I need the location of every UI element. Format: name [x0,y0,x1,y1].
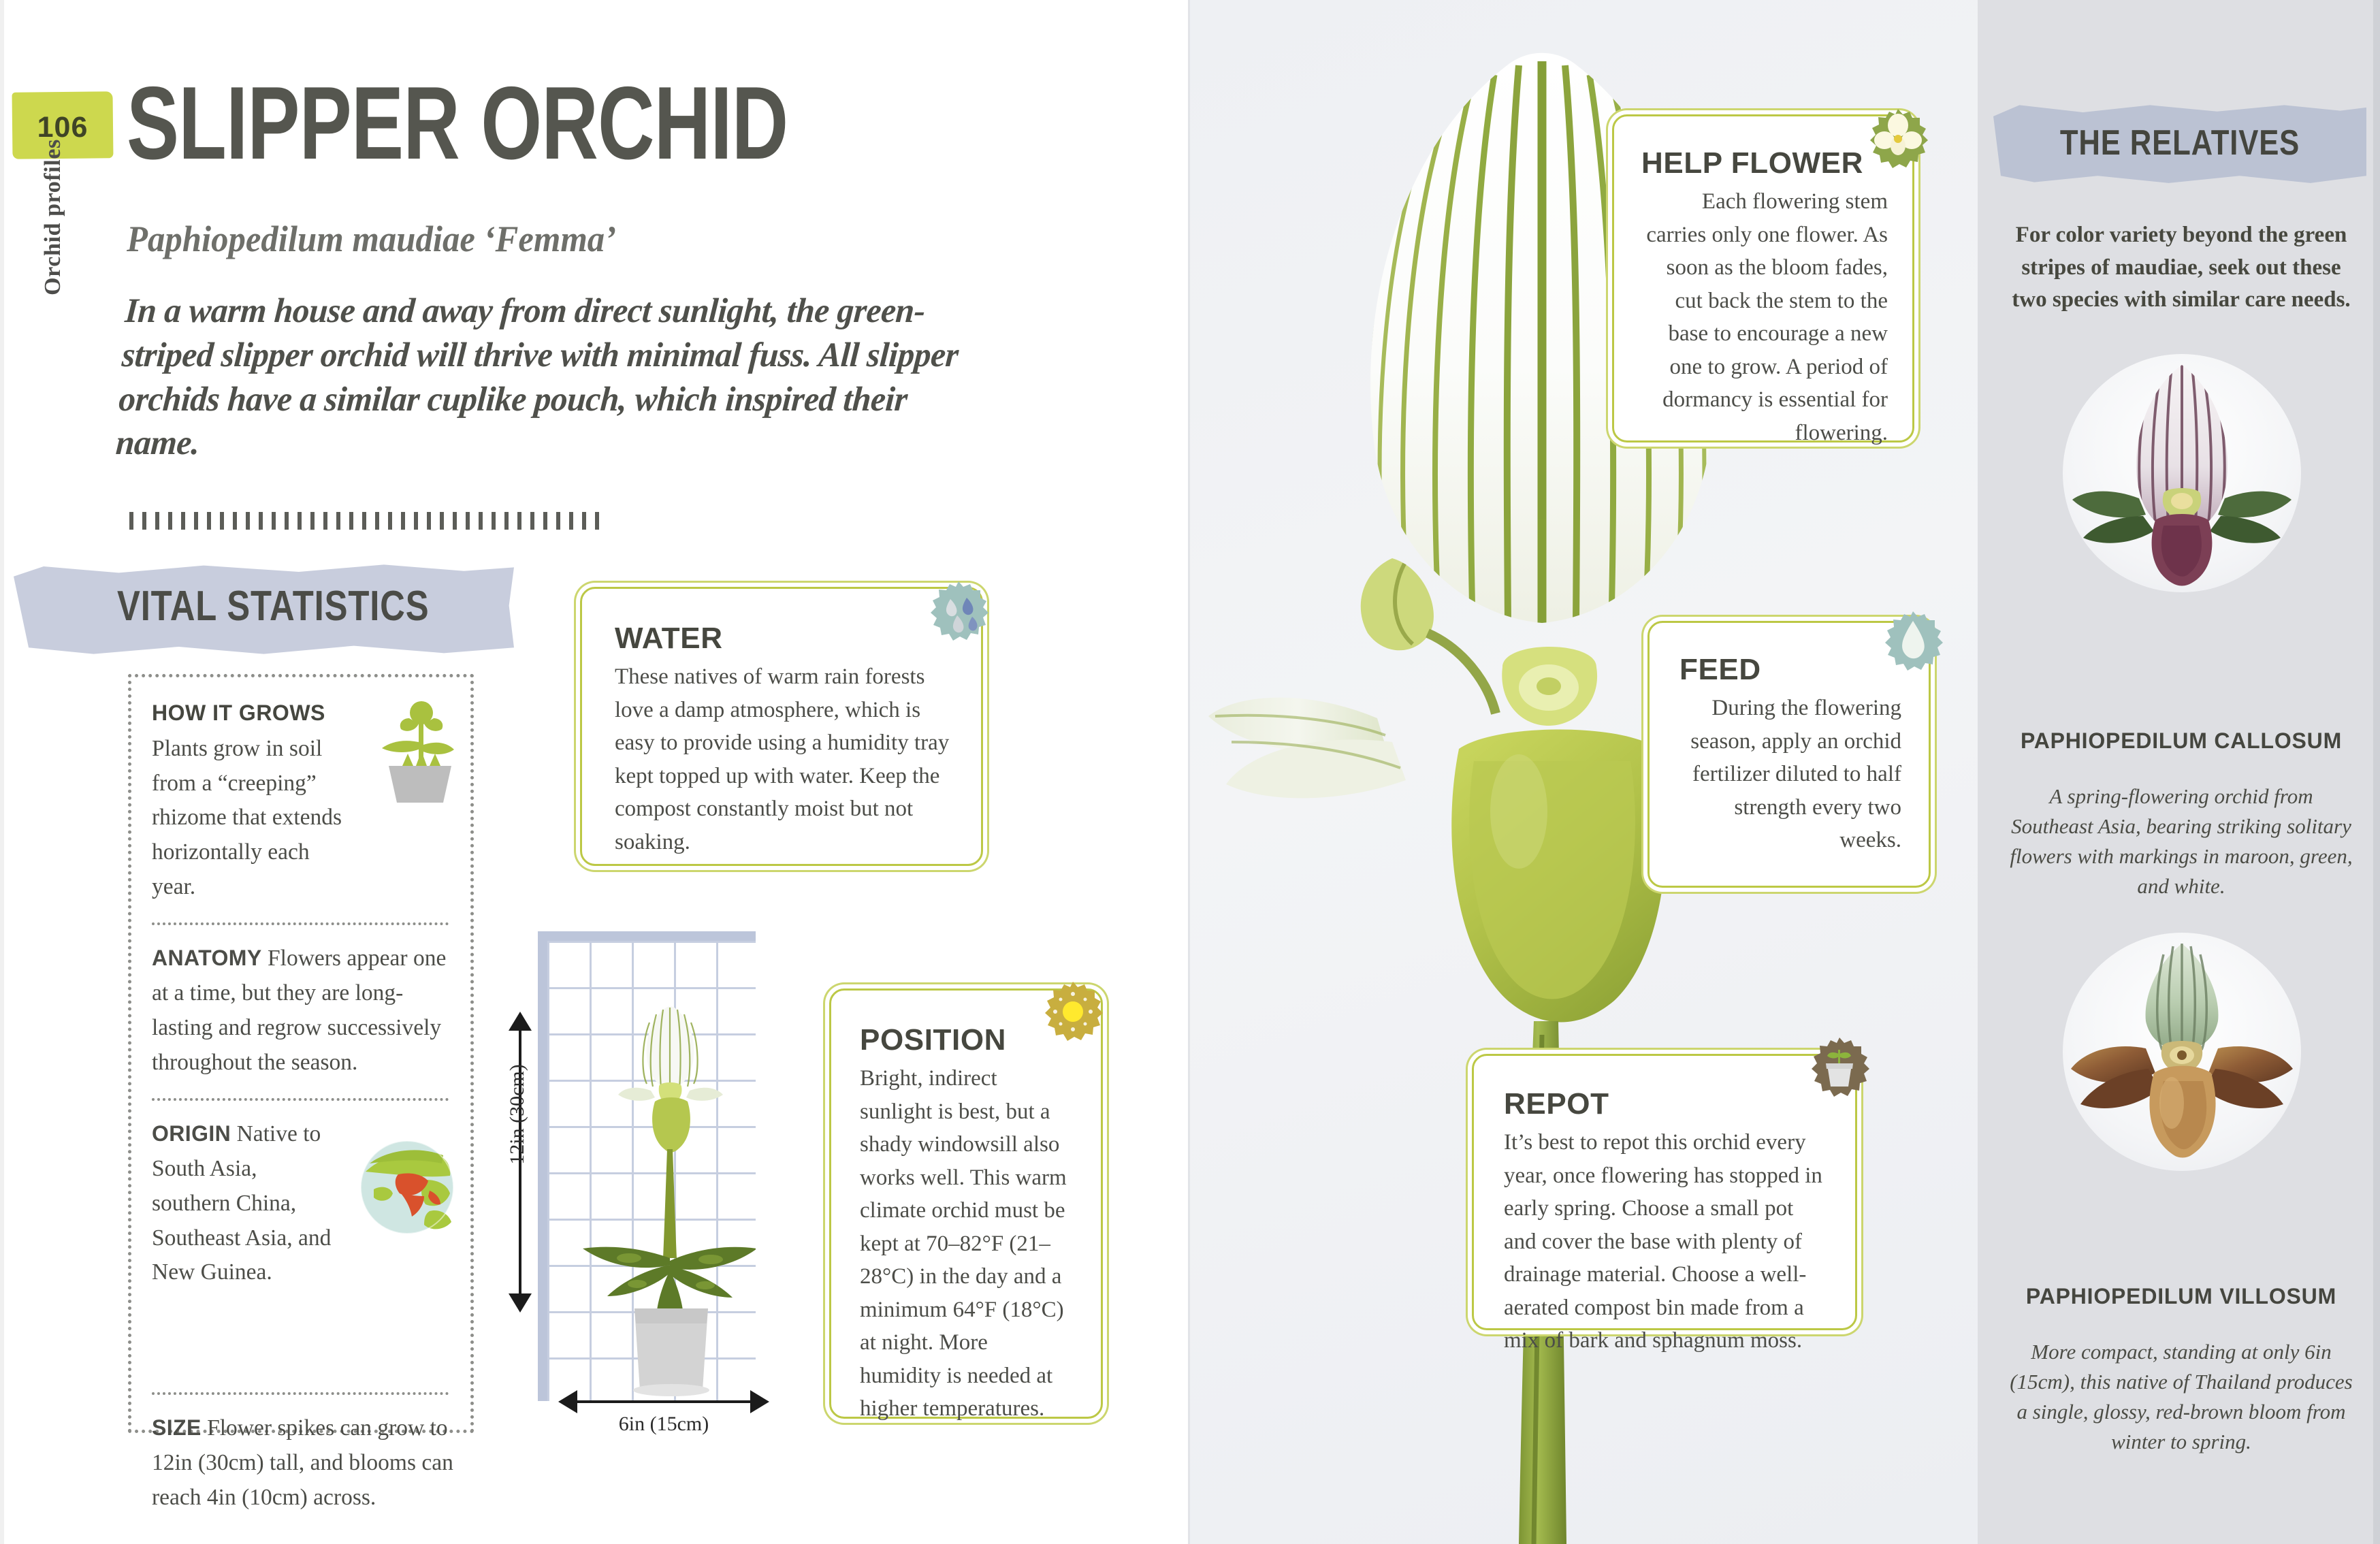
callout-text-water: These natives of warm rain forests love a damp atmosphere, which is easy to provide using a humidity tray kept topped up with water. Keep the compost constantly moist but not soaking. [615,664,950,854]
left-page-edge [0,0,4,1544]
potted-plant-icon [368,701,455,807]
stat-label-anatomy: ANATOMY [152,946,262,971]
size-diagram-plant [547,941,756,1401]
stat-text-how-it-grows: Plants grow in soil from a “creeping” rhizome that extends horizontally each year. [152,735,342,900]
intro-paragraph: In a warm house and away from direct sunlight, the green-striped slipper orchid will thrive with minimal fuss. All slipper orchids have a similar cuplike pouch, which inspired their name. [114,292,960,463]
width-dimension-label: 6in (15cm) [618,1413,709,1435]
relative-name-callosum: PAPHIOPEDILUM CALLOSUM [2020,728,2343,753]
right-page-edge [2373,0,2380,1544]
callout-text-repot: It’s best to repot this orchid every year, once flowering has stopped in early spring. Choose a small pot and cover the base with plenty of drainage material. Choose a well-aerated compost bin made from a mix of bark and sphagnum moss. [1504,1130,1822,1353]
callout-heading-repot: REPOT [1504,1087,1609,1121]
stat-divider [152,922,449,925]
page-number: 106 [37,111,89,144]
stat-label-how-it-grows: HOW IT GROWS [152,701,325,725]
stat-divider [152,1098,449,1101]
page-title: SLIPPER ORCHID [127,65,788,181]
running-head: Orchid profiles [40,139,65,295]
width-dimension-arrow [576,1400,752,1403]
relatives-intro: For color variety beyond the green stripes of maudiae, seek out these two species with similar care needs. [2012,223,2351,312]
stat-divider [152,1392,449,1395]
stat-size [152,1411,453,1515]
callout-repot [1472,1054,1857,1353]
stat-text-anatomy: Flowers appear one at a time, but they are long-lasting and regrow successively throughout the season. [152,946,447,1075]
callout-heading-feed: FEED [1679,653,1761,686]
callout-text-position: Bright, indirect sunlight is best, but a shady windowsill also works well. This warm climate orchid must be kept at 70–82°F (21–28°C) in the day and a minimum 64°F (18°C) at night. More humidity is needed at higher temperatures. [860,1066,1067,1421]
droplet-seal-icon [1882,610,1944,673]
callout-text-help-flower: Each flowering stem carries only one flower. As soon as the bloom fades, cut back the stem to the base to encourage a new one to grow. A period of dormancy is essential for flowering. [1646,189,1888,445]
relative-photo-callosum [2063,354,2301,592]
callout-water [580,587,983,866]
callout-heading-help-flower: HELP FLOWER [1641,146,1864,180]
stat-label-origin: ORIGIN [152,1121,231,1146]
stat-how-it-grows [152,696,453,905]
callout-text-feed: During the flowering season, apply an orchid fertilizer diluted to half strength every two weeks. [1690,696,1901,852]
relative-photo-villosum [2063,933,2301,1171]
callout-position [829,988,1103,1419]
vital-statistics-box [128,674,474,1511]
stat-label-size: SIZE [152,1415,202,1441]
stat-text-origin: Native to South Asia, southern China, Southeast Asia, and New Guinea. [152,1121,332,1285]
stat-anatomy [152,942,453,1080]
plant-pot-seal-icon [1808,1036,1871,1099]
flower-seal-icon [1867,108,1929,170]
vital-statistics-heading: VITAL STATISTICS [117,583,430,630]
relative-description-villosum: More compact, standing at only 6in (15cm), this native of Thailand produces a single, glossy, red-brown bloom from winter to spring. [2010,1340,2353,1454]
decorative-dash-rule [129,512,606,530]
stat-origin [152,1117,453,1291]
globe-icon [360,1140,454,1234]
species-subtitle: Paphiopedilum maudiae ‘Femma’ [127,219,617,259]
size-diagram [538,931,756,1401]
raindrops-seal-icon [927,580,990,643]
height-dimension-label: 12in (30cm) [506,1064,528,1165]
sun-seal-icon [1042,980,1104,1043]
callout-heading-position: POSITION [860,1023,1007,1057]
callout-heading-water: WATER [615,622,723,655]
relatives-heading: THE RELATIVES [2059,123,2300,163]
relative-name-villosum: PAPHIOPEDILUM VILLOSUM [2025,1284,2337,1308]
stat-text-size: Flower spikes can grow to 12in (30cm) tall, and blooms can reach 4in (10cm) across. [152,1415,453,1511]
relative-description-callosum: A spring-flowering orchid from Southeast Asia, bearing striking solitary flowers with markings in maroon, green, and white. [2010,784,2353,899]
